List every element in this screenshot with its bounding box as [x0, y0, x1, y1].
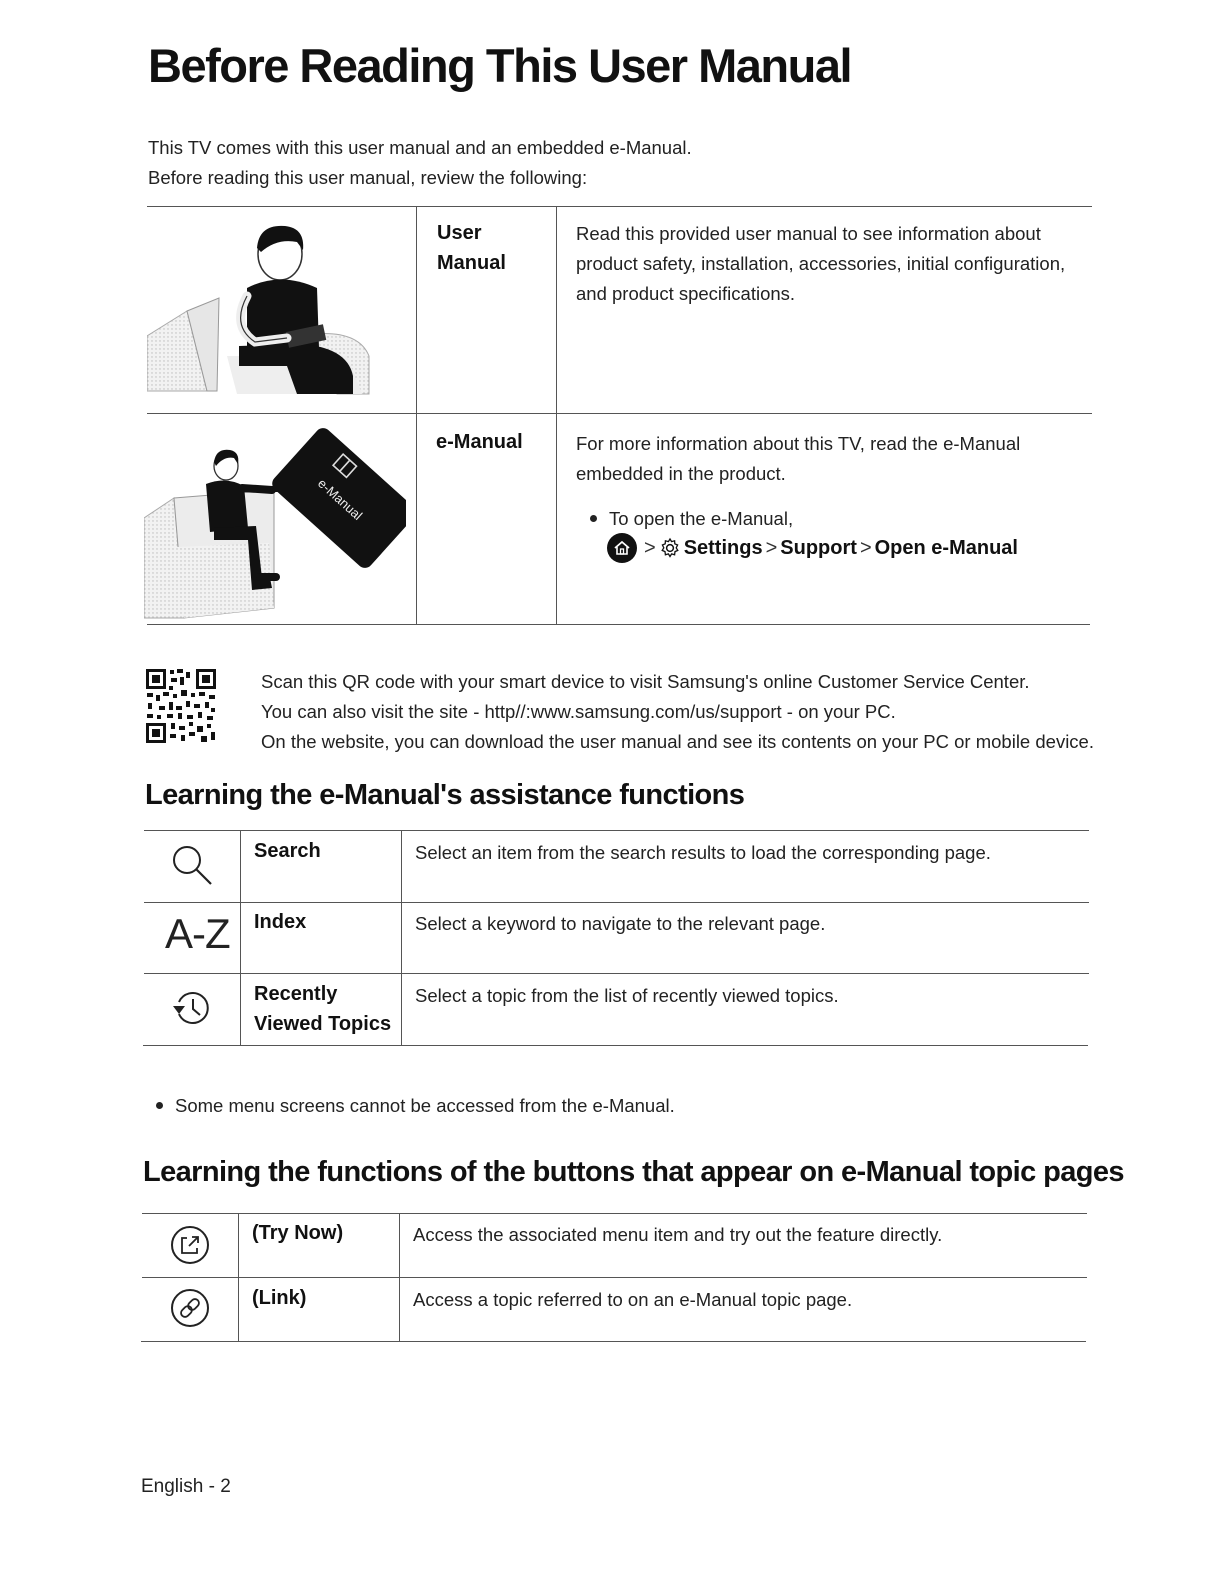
search-label: Search — [254, 840, 321, 862]
table-border — [401, 830, 402, 1045]
e-manual-description: For more information about this TV, read the e-Manual embedded in the product. — [576, 433, 1021, 484]
table-border — [142, 1277, 1087, 1278]
link-description: Access a topic referred to on an e-Manual topic page. — [413, 1289, 853, 1310]
list-item: Some menu screens cannot be accessed from the e-Manual. — [156, 1091, 675, 1121]
table-border — [144, 973, 1089, 974]
table-border — [240, 830, 241, 1045]
table-border — [142, 1213, 1087, 1214]
page-title: Before Reading This User Manual — [148, 39, 852, 92]
tv-screen-text: e-Manual — [315, 475, 366, 523]
recently-viewed-description: Select a topic from the list of recently viewed topics. — [415, 985, 839, 1006]
intro-text — [148, 133, 692, 193]
intro-line: Before reading this user manual, review the following: — [148, 167, 588, 188]
index-description: Select a keyword to navigate to the relevant page. — [415, 913, 826, 934]
search-description: Select an item from the search results to load the corresponding page. — [415, 842, 991, 863]
home-icon — [607, 533, 637, 563]
person-watching-tv-illustration — [144, 428, 406, 620]
link-icon — [170, 1288, 210, 1328]
bullet-icon — [590, 515, 597, 522]
intro-line: This TV comes with this user manual and an embedded e-Manual. — [148, 137, 692, 158]
qr-code-icon — [145, 668, 217, 744]
bullet-icon — [156, 1102, 163, 1109]
index-label: Index — [254, 911, 307, 933]
table-border — [147, 206, 1092, 207]
table-border — [147, 624, 1090, 625]
e-manual-label: e-Manual — [436, 431, 523, 453]
path-separator: > — [644, 537, 656, 559]
table-border — [147, 413, 1092, 414]
open-e-manual-path-label: Open e-Manual — [874, 537, 1018, 559]
table-border — [416, 206, 417, 624]
support-path-label: Support — [780, 537, 857, 559]
history-icon — [171, 988, 213, 1028]
table-border — [399, 1213, 400, 1341]
table-border — [144, 902, 1089, 903]
qr-description — [261, 667, 1094, 757]
qr-line: You can also visit the site - http//:www.samsung.com/us/support - on your PC. — [261, 701, 896, 722]
path-separator: > — [859, 537, 872, 559]
path-separator: > — [765, 537, 778, 559]
try-now-icon — [170, 1225, 210, 1265]
link-label: (Link) — [252, 1287, 307, 1309]
user-manual-description: Read this provided user manual to see information about product safety, installation, accessories, initial configuration, and product specifications. — [576, 223, 1066, 304]
settings-path-label: Settings — [683, 537, 763, 559]
person-reading-manual-illustration — [147, 216, 387, 396]
table-border — [143, 1045, 1088, 1046]
assist-section-heading: Learning the e-Manual's assistance functions — [145, 779, 745, 811]
buttons-section-heading: Learning the functions of the buttons that appear on e-Manual topic pages — [143, 1156, 1124, 1188]
recently-viewed-label: Recently Viewed Topics — [254, 983, 392, 1035]
e-manual-menu-path — [607, 532, 1018, 564]
gear-icon — [659, 537, 681, 559]
qr-line: Scan this QR code with your smart device to visit Samsung's online Customer Service Center. — [261, 671, 1030, 692]
user-manual-label: User Manual — [437, 222, 506, 274]
list-item: To open the e-Manual, — [590, 504, 793, 534]
table-border — [144, 830, 1089, 831]
table-border — [556, 206, 557, 624]
table-border — [141, 1341, 1086, 1342]
try-now-label: (Try Now) — [252, 1222, 344, 1244]
try-now-description: Access the associated menu item and try out the feature directly. — [413, 1224, 943, 1245]
a-z-index-icon: A-Z — [165, 910, 230, 957]
qr-line: On the website, you can download the user manual and see its contents on your PC or mobile device. — [261, 731, 1094, 752]
table-border — [238, 1213, 239, 1341]
page-footer: English - 2 — [141, 1476, 231, 1497]
search-icon — [169, 842, 215, 888]
